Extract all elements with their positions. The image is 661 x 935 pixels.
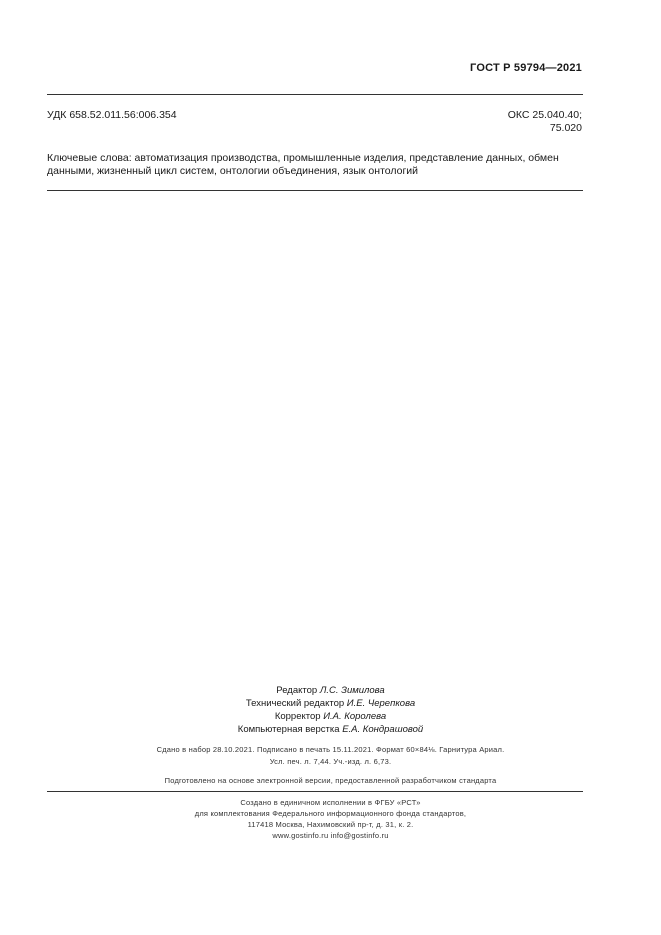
prepared-note: Подготовлено на основе электронной версии, предоставленной разработчиком стандарта [164,776,497,785]
udk-code: УДК 658.52.011.56:006.354 [47,109,177,121]
oks-code [508,109,582,135]
tech-editor-credit: Технический редактор И.Е. Черепкова [245,698,416,709]
corrector-credit: Корректор И.А. Королева [274,711,387,722]
footer-line-2: для комплектования Федерального информационного фонда стандартов, [194,809,467,818]
editor-credit: Редактор Л.С. Зимилова [276,685,385,696]
footer-line-4: www.gostinfo.ru info@gostinfo.ru [272,831,389,840]
standard-code: ГОСТ Р 59794—2021 [470,62,582,74]
keywords-divider [47,190,583,191]
footer-line-3: 117418 Москва, Нахимовский пр-т, д. 31, к. 2. [247,820,414,829]
keywords-paragraph: Ключевые слова: автоматизация производства, промышленные изделия, представление данных, обмен данными, жизненный цикл систем, онтологии объединения, язык онтологий [47,152,559,177]
layout-credit: Компьютерная верстка Е.А. Кондрашовой [237,724,424,735]
print-info-line-2: Усл. печ. л. 7,44. Уч.-изд. л. 6,73. [269,757,392,766]
publisher-footer [0,797,661,841]
print-info [0,744,661,768]
print-info-line-1: Сдано в набор 28.10.2021. Подписано в печать 15.11.2021. Формат 60×84⅛. Гарнитура Ариал. [156,745,505,754]
oks-line-1: ОКС 25.040.40; [507,109,582,121]
oks-line-2: 75.020 [549,122,582,134]
footer-line-1: Создано в единичном исполнении в ФГБУ «РСТ» [240,798,421,807]
footer-divider [47,791,583,792]
editorial-credits [0,684,661,736]
header-divider [47,94,583,95]
